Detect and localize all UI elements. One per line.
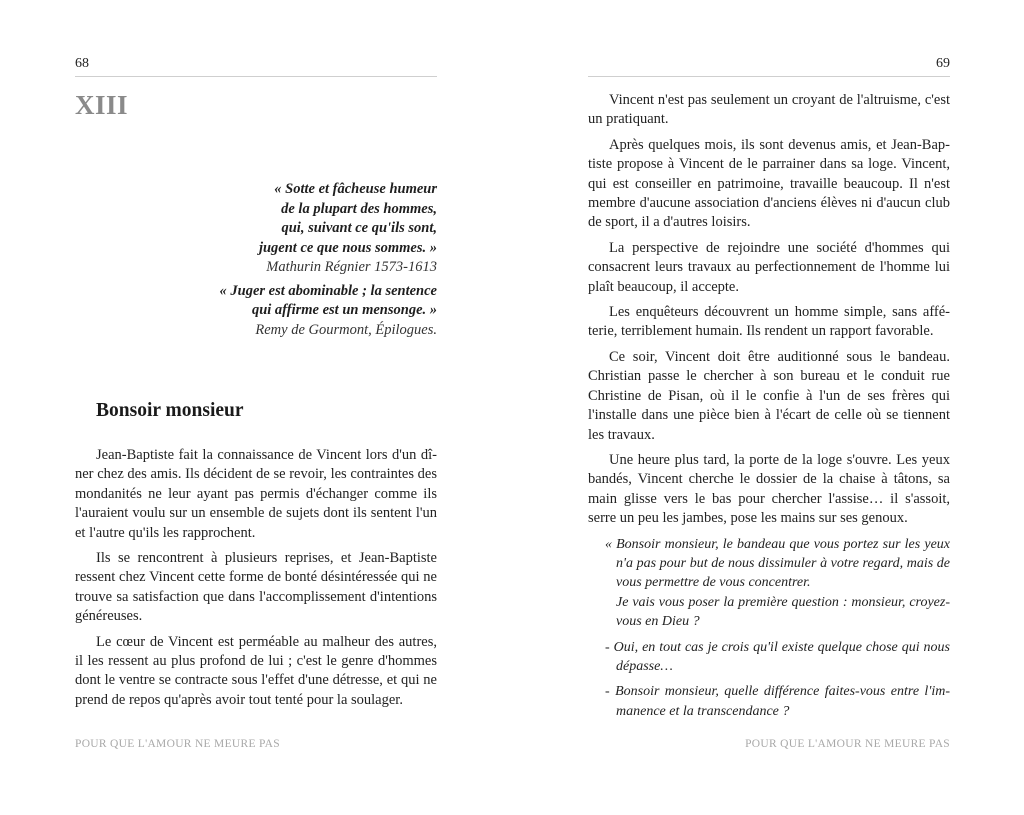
paragraph: Ils se rencontrent à plusieurs reprises, et Jean-Baptiste ressent chez Vincent cette forme de bonté désintéressée qui ne trouve sa satisfaction que dans l'accomplissement d'intentions généreuses. (75, 550, 437, 625)
right-body-text (588, 91, 950, 727)
dialogue-line: - Bonsoir monsieur, quelle différence faites-vous entre l'immanence et la transcendance ? (605, 684, 950, 719)
paragraph: Une heure plus tard, la porte de la loge s'ouvre. Les yeux bandés, Vincent cherche le dossier de la chaise à tâtons, sa main glisse vers le bas pour chercher l'assise… il s'assoit, serre un peu les jambes, pose les mains sur ses genoux. (588, 451, 950, 527)
epigraph-attribution-2: Remy de Gourmont, Épilogues. (255, 321, 437, 338)
dialogue-line (588, 535, 950, 632)
paragraph: Ce soir, Vincent doit être auditionné sous le bandeau. Christian passe le chercher à son bureau et le conduit rue Christine de Pisan, où il le confie à l'un de ses frères qui l'installe dans une pièce bien à l'écart de celle où se tiennent les travaux. (588, 348, 950, 443)
paragraph: La perspective de rejoindre une société d'hommes qui consacrent leurs travaux au perfectionnement de l'homme lui plaît beaucoup, il accepte. (588, 239, 950, 295)
dialogue-line: - Oui, en tout cas je crois qu'il existe quelque chose qui nous dépasse… (605, 639, 950, 674)
epigraph-quote-2 (137, 282, 437, 321)
quote-line: « Sotte et fâcheuse humeur (274, 181, 437, 197)
quote-line: jugent ce que nous sommes. » (258, 239, 437, 256)
running-footer-left: POUR QUE L'AMOUR NE MEURE PAS (75, 738, 280, 750)
dialogue-continuation: Je vais vous poser la première question : monsieur, croyez-vous en Dieu ? (616, 594, 950, 630)
quote-line: de la plupart des hommes, (281, 200, 437, 217)
paragraph: Les enquêteurs découvrent un homme simple, sans afféterie, terriblement humain. Ils rendent un rapport favorable. (588, 304, 950, 340)
quote-line: qui, suivant ce qu'ils sont, (281, 220, 437, 236)
epigraph (137, 180, 437, 344)
paragraph: Vincent n'est pas seulement un croyant de l'altruisme, c'est un pratiquant. (588, 92, 950, 128)
paragraph: Le cœur de Vincent est perméable au malheur des autres, il les ressent au plus profond de lui ; c'est le genre d'hommes dont le ventre se contracte sous l'effet d'une détresse, et qui ne prend de repos qu'après avoir tout tenté pour la soulager. (75, 633, 437, 708)
dialogue-text: « Bonsoir monsieur, le bandeau que vous portez sur les yeux n'a pas pour but de nous dissimuler à votre regard, mais de vous permettre de vous concentrer. (605, 536, 950, 591)
epigraph-quote-1 (137, 180, 437, 258)
header-rule-left (75, 76, 437, 77)
paragraph: Après quelques mois, ils sont devenus amis, et Jean-Baptiste propose à Vincent de le parrainer dans sa loge. Vincent, qui est conseiller en patrimoine, travaille beaucoup. Il n'est membre d'aucune association d'anciens élèves ni d'aucun club de sport, il a d'autres loisirs. (588, 136, 950, 231)
epigraph-attribution-1: Mathurin Régnier 1573-1613 (266, 259, 437, 275)
quote-line: « Juger est abominable ; la sentence (219, 282, 437, 299)
chapter-number: XIII (75, 90, 129, 120)
right-page (588, 0, 950, 815)
left-page (75, 0, 437, 815)
page-number-right: 69 (936, 56, 950, 71)
section-title: Bonsoir monsieur (96, 400, 244, 421)
header-rule-right (588, 76, 950, 77)
page-number-left: 68 (75, 56, 89, 71)
running-footer-right: POUR QUE L'AMOUR NE MEURE PAS (745, 738, 950, 750)
left-body-text (75, 446, 437, 716)
quote-line: qui affirme est un mensonge. » (251, 302, 437, 318)
paragraph: Jean-Baptiste fait la connaissance de Vincent lors d'un dîner chez des amis. Ils décident de se revoir, les contraintes des mondanités ne leur ayant pas permis d'échanger comme ils l'auraient voulu sur un ensemble de sujets dont ils sentent l'un et l'autre qu'ils les rapprochent. (75, 447, 437, 541)
